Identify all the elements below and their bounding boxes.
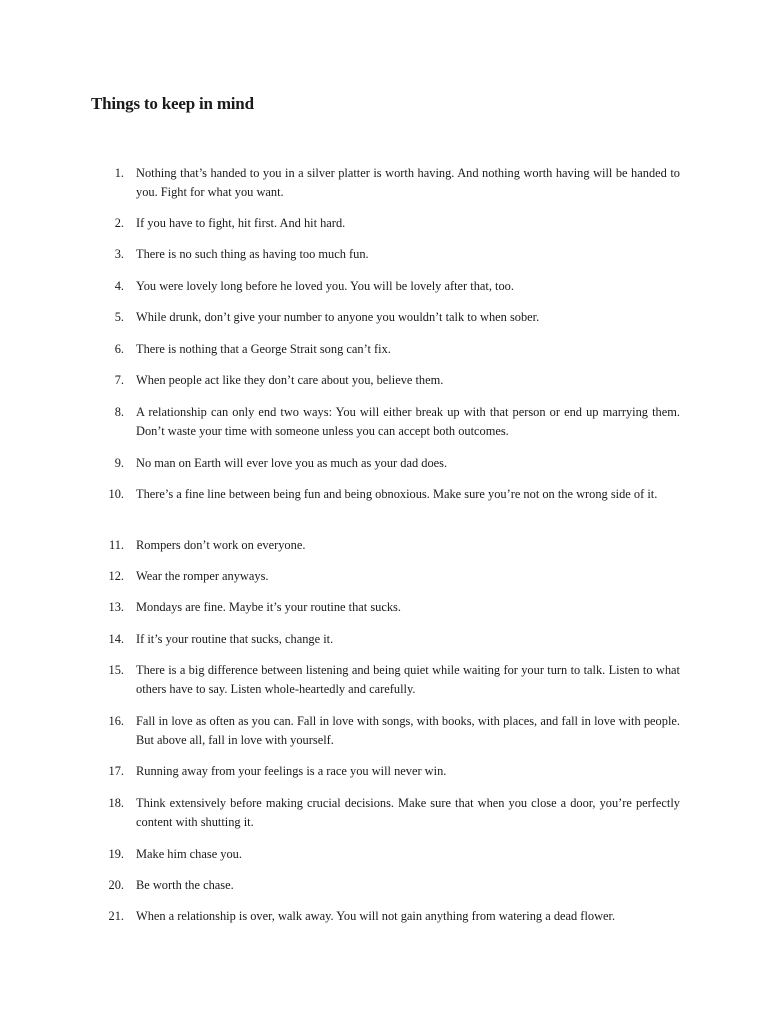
list-item-number: 14. <box>108 632 124 646</box>
list-item-number: 19. <box>108 847 124 861</box>
list-item-number: 8. <box>114 405 124 419</box>
list-item-text: Rompers don’t work on everyone. <box>136 538 306 552</box>
page-title: Things to keep in mind <box>91 94 254 113</box>
list-item-number: 6. <box>114 342 124 356</box>
list-item-text: Running away from your feelings is a race you will never win. <box>136 764 447 778</box>
list-item-text: There is a big difference between listening and being quiet while waiting for your turn to talk. Listen to what others have to say. Listen whole-heartedly and carefully. <box>136 663 680 696</box>
list-item-text: When a relationship is over, walk away. You will not gain anything from watering a dead flower. <box>136 909 616 923</box>
list-item-text: Make him chase you. <box>136 847 242 861</box>
list-item-number: 3. <box>114 247 124 261</box>
list-item-number: 13. <box>108 600 124 614</box>
list-item-number: 11. <box>108 538 124 552</box>
list-item-text: When people act like they don’t care about you, believe them. <box>136 373 444 387</box>
list-item-text: No man on Earth will ever love you as much as your dad does. <box>136 456 448 470</box>
list-item-number: 21. <box>108 909 124 923</box>
list-item-text: A relationship can only end two ways: You will either break up with that person or end up marrying them. Don’t waste your time with someone unless you can accept both outcomes. <box>136 405 680 438</box>
list-item-number: 10. <box>108 487 124 501</box>
list-item-number: 15. <box>108 663 124 677</box>
list-item-text: Fall in love as often as you can. Fall in love with songs, with books, with places, and fall in love with people. But above all, fall in love with yourself. <box>136 714 680 747</box>
list-item-text: If you have to fight, hit first. And hit hard. <box>136 216 346 230</box>
list-item-number: 7. <box>114 373 124 387</box>
list-item-text: There is no such thing as having too much fun. <box>136 247 369 261</box>
list-item-number: 4. <box>114 279 124 293</box>
list-item-number: 9. <box>114 456 124 470</box>
list-item-text: There’s a fine line between being fun and being obnoxious. Make sure you’re not on the wrong side of it. <box>136 487 658 501</box>
list-item-text: While drunk, don’t give your number to anyone you wouldn’t talk to when sober. <box>136 310 540 324</box>
list-item-text: Mondays are fine. Maybe it’s your routine that sucks. <box>136 600 401 614</box>
list-item-text: Wear the romper anyways. <box>136 569 269 583</box>
list-item-number: 17. <box>108 764 124 778</box>
list-item-text: Be worth the chase. <box>136 878 234 892</box>
list-item-number: 1. <box>114 166 124 180</box>
list-item-text: You were lovely long before he loved you. You will be lovely after that, too. <box>136 279 514 293</box>
list-item-text: Nothing that’s handed to you in a silver platter is worth having. And nothing worth having will be handed to you. Fight for what you want. <box>136 166 680 199</box>
list-item-number: 2. <box>114 216 124 230</box>
list-item-number: 20. <box>108 878 124 892</box>
list-item-text: There is nothing that a George Strait song can’t fix. <box>136 342 391 356</box>
list-item-number: 16. <box>108 714 124 728</box>
list-item-text: Think extensively before making crucial decisions. Make sure that when you close a door, you’re perfectly content with shutting it. <box>136 796 680 829</box>
list-item-text: If it’s your routine that sucks, change it. <box>136 632 334 646</box>
list-item-number: 5. <box>114 310 124 324</box>
list-item-number: 18. <box>108 796 124 810</box>
list-item-number: 12. <box>108 569 124 583</box>
